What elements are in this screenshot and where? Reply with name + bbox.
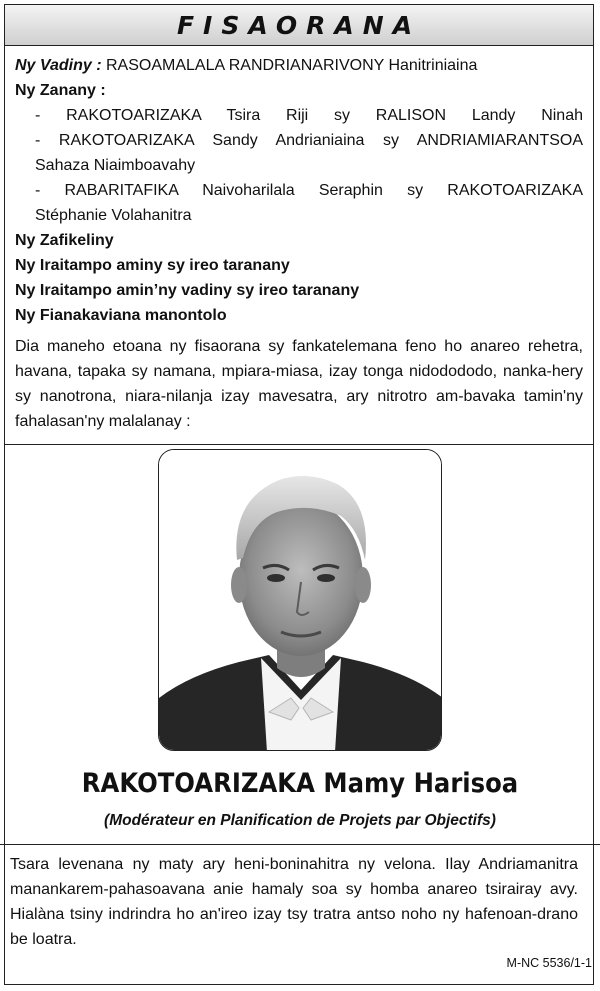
closing-paragraph: Tsara levenana ny maty ary heni-boninahitra ny velona. Ilay Andriamanitra manankarem-pahasoavana anie hamaly soa sy homba anareo tsirairay avy. Hialàna tsiny indrindra ho an'ireo izay tsy tratra antso noho ny hafenoan-drano be loatra. <box>10 856 578 948</box>
family-list <box>15 53 583 434</box>
divider <box>0 844 600 845</box>
child-line: - RABARITAFIKA Naivoharilala Seraphin sy RAKOTOARIZAKA <box>35 182 583 199</box>
deceased-profession: (Modérateur en Planification de Projets par Objectifs) <box>104 812 496 829</box>
reference-code: M-NC 5536/1-1 <box>506 956 592 970</box>
children-label: Ny Zanany : <box>15 82 106 99</box>
family-line-whole-family: Ny Fianakaviana manontolo <box>15 307 227 324</box>
portrait-photo <box>158 449 442 751</box>
widower-name: RASOAMALALA RANDRIANARIVONY Hanitriniaina <box>106 57 478 74</box>
widower-line <box>15 53 583 78</box>
child-line-continued: Sahaza Niaimboavahy <box>35 157 196 174</box>
child-line-continued: Stéphanie Volahanitra <box>35 207 192 224</box>
notice-header <box>5 5 593 46</box>
child-line: - RAKOTOARIZAKA Tsira Riji sy RALISON Landy Ninah <box>35 107 583 124</box>
family-line-grandchildren: Ny Zafikeliny <box>15 232 114 249</box>
intro-paragraph: Dia maneho etoana ny fisaorana sy fankatelemana feno ho anareo rehetra, havana, tapaka sy namana, mpiara-miasa, izay tonga nidodododo, nanka-hery sy nanotrona, niara-nilanja izay mavesatra, ary nitrotro am-bavaka tamin'ny fahalasan'ny malalanay : <box>15 338 583 430</box>
child-line: - RAKOTOARIZAKA Sandy Andrianiaina sy ANDRIAMIARANTSOA <box>35 132 583 149</box>
widower-label: Ny Vadiny : <box>15 57 102 74</box>
notice-title: FISAORANA <box>176 10 422 40</box>
divider <box>5 444 593 445</box>
family-line-spouse-siblings: Ny Iraitampo amin’ny vadiny sy ireo taranany <box>15 282 360 299</box>
family-line-siblings: Ny Iraitampo aminy sy ireo taranany <box>15 257 290 274</box>
deceased-name: RAKOTOARIZAKA Mamy Harisoa <box>81 768 519 799</box>
